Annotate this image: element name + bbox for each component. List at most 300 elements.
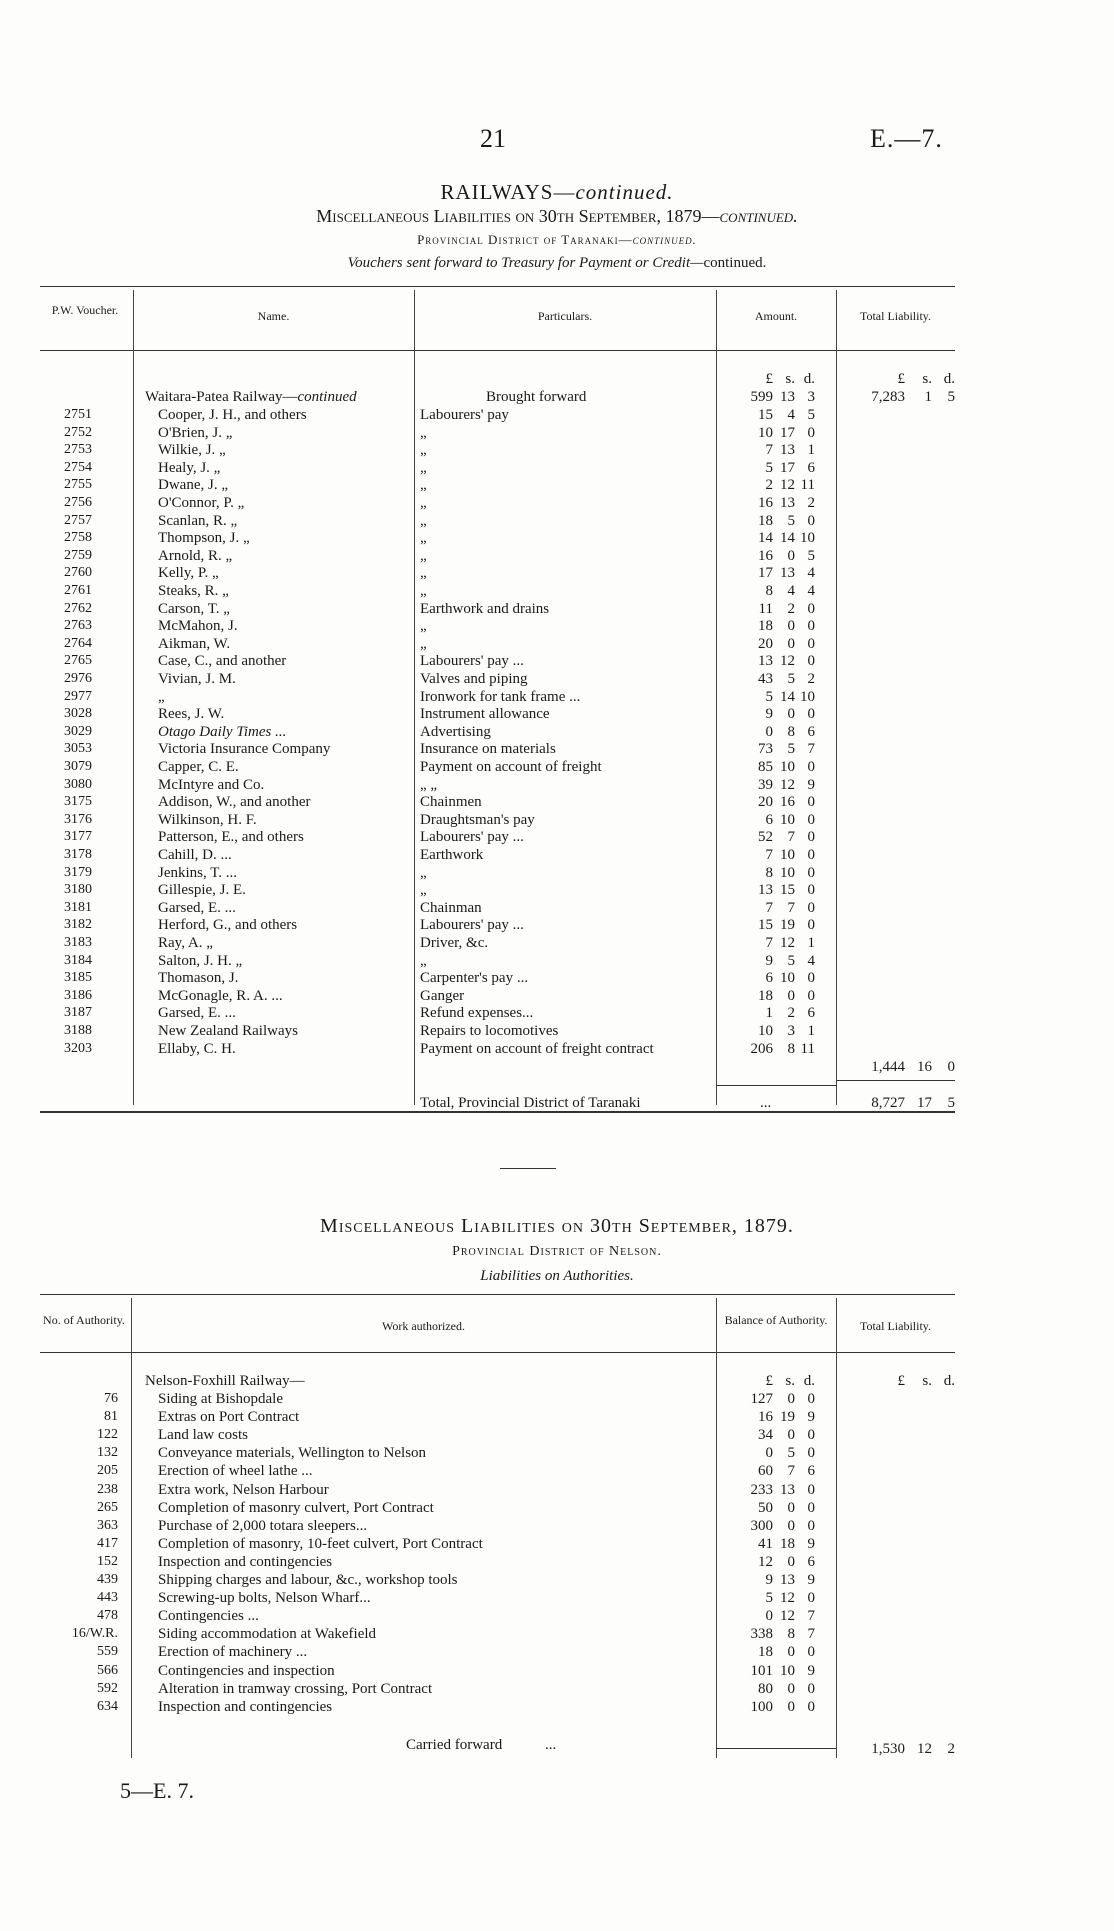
authority-number: 265 — [97, 1499, 118, 1515]
header-voucher: P.W. Voucher. — [51, 303, 119, 317]
voucher-number: 2977 — [64, 688, 92, 704]
authority-number: 443 — [97, 1590, 118, 1606]
carried-rule — [716, 1748, 836, 1749]
balance-shillings: 7 — [787, 1463, 795, 1480]
table-top-rule — [40, 286, 955, 287]
particulars: „ — [420, 882, 427, 899]
amount-pence: 10 — [800, 688, 815, 705]
particulars: „ — [420, 530, 427, 547]
vouchers-title: Vouchers sent forward to Treasury for Payment or Credit—continued. — [347, 255, 767, 271]
particulars: Labourers' pay ... — [420, 829, 524, 846]
amount-pounds: 206 — [750, 1040, 773, 1057]
voucher-number: 3176 — [64, 811, 92, 827]
balance-pounds: 0 — [765, 1445, 773, 1462]
balance-pounds: 12 — [758, 1553, 773, 1570]
amount-shillings: 17 — [780, 459, 795, 476]
balance-pounds: 50 — [758, 1499, 773, 1516]
amount-pence: 0 — [807, 512, 815, 529]
amount-shillings: 3 — [787, 1023, 795, 1039]
voucher-number: 2753 — [64, 442, 92, 458]
balance-pence: 6 — [807, 1553, 815, 1570]
amount-shillings: 8 — [787, 1040, 795, 1057]
work-description: Shipping charges and labour, &c., workshop tools — [158, 1572, 458, 1588]
voucher-number: 3182 — [64, 917, 92, 933]
amount-pounds: 2 — [765, 477, 773, 494]
payee-name: McIntyre and Co. — [158, 776, 265, 793]
particulars: „ — [420, 618, 427, 635]
balance-shillings: 0 — [787, 1391, 795, 1407]
work-description: Inspection and contingencies — [158, 1698, 333, 1715]
payee-name: Garsed, E. ... — [158, 1005, 236, 1022]
voucher-number: 3184 — [64, 952, 92, 968]
authority-number: 76 — [104, 1391, 118, 1406]
amount-pence: 0 — [807, 600, 815, 617]
payee-name: Kelly, P. „ — [158, 565, 219, 582]
work-description: Siding accommodation at Wakefield — [158, 1626, 377, 1643]
voucher-number: 2760 — [64, 565, 92, 581]
work-description: Extras on Port Contract — [158, 1409, 300, 1426]
particulars: „ — [420, 565, 427, 582]
voucher-number: 3188 — [64, 1023, 92, 1038]
section-divider — [500, 1168, 556, 1169]
amount-pounds: 6 — [765, 811, 773, 828]
payee-name: Victoria Insurance Company — [158, 741, 331, 758]
amount-shillings: 4 — [787, 583, 795, 599]
particulars: „ — [420, 495, 427, 511]
section2-district: Provincial District of Nelson. — [452, 1244, 662, 1259]
document-reference: E.—7. — [870, 124, 943, 153]
particulars: Payment on account of freight contract — [420, 1040, 654, 1057]
particulars: Valves and piping — [420, 671, 528, 687]
amount-shillings: 0 — [787, 635, 795, 652]
balance-pence: 0 — [807, 1427, 815, 1444]
amount-pence: 4 — [807, 565, 815, 582]
payee-name: Cahill, D. ... — [158, 847, 232, 863]
payee-name: Healy, J. „ — [158, 459, 221, 476]
amount-pence: 0 — [807, 811, 815, 828]
payee-name: McGonagle, R. A. ... — [158, 987, 283, 1004]
voucher-number: 3180 — [64, 882, 92, 898]
payee-name: Thomason, J. — [158, 970, 239, 987]
voucher-number: 2763 — [64, 618, 92, 634]
authority-number: 205 — [97, 1463, 118, 1479]
amount-pence: 0 — [807, 917, 815, 934]
amount-shillings: 13 — [780, 565, 795, 582]
voucher-number: 2764 — [64, 635, 92, 651]
voucher-number: 3053 — [64, 741, 92, 757]
balance-pounds: 100 — [750, 1698, 773, 1715]
voucher-number: 2752 — [64, 424, 92, 440]
amount-shillings: 12 — [780, 653, 795, 670]
amount-pounds: 16 — [758, 495, 773, 511]
authority-number: 566 — [97, 1662, 118, 1678]
particulars: „ — [420, 477, 427, 494]
amount-pounds: 10 — [758, 1023, 773, 1039]
column-divider — [836, 1298, 837, 1758]
particulars: Payment on account of freight — [420, 759, 602, 775]
amount-pence: 10 — [800, 530, 815, 547]
amount-pence: 1 — [807, 1023, 815, 1039]
carried-forward-label: Carried forward — [406, 1737, 503, 1753]
amount-pounds: 18 — [758, 618, 773, 635]
balance-shillings: 0 — [787, 1517, 795, 1534]
amount-shillings: 7 — [787, 899, 795, 916]
payee-name: New Zealand Railways — [158, 1023, 298, 1039]
payee-name: Gillespie, J. E. — [158, 882, 246, 899]
amount-pounds: 20 — [758, 794, 773, 811]
balance-pence: 9 — [807, 1409, 815, 1426]
amount-pence: 0 — [807, 653, 815, 670]
amount-shillings: 0 — [787, 987, 795, 1004]
amount-shillings: 10 — [780, 847, 795, 863]
particulars: Carpenter's pay ... — [420, 970, 529, 987]
carried-forward-dots: ... — [545, 1737, 557, 1753]
voucher-number: 3183 — [64, 935, 92, 950]
amount-shillings: 0 — [787, 706, 795, 723]
balance-pounds: 127 — [750, 1391, 773, 1407]
balance-pounds: 338 — [750, 1626, 773, 1643]
amount-pence: 0 — [807, 899, 815, 916]
amount-shillings: 14 — [780, 688, 795, 705]
amount-shillings: 10 — [780, 864, 795, 881]
amount-pence: 0 — [807, 847, 815, 863]
amount-shillings: 12 — [780, 935, 795, 951]
particulars: Advertising — [420, 723, 491, 740]
amount-pence: 0 — [807, 970, 815, 987]
amount-pounds: 43 — [758, 671, 773, 687]
column-divider — [414, 290, 415, 1105]
column-divider — [133, 290, 134, 1105]
balance-pence: 0 — [807, 1445, 815, 1462]
total-unit-pence: d. — [943, 1373, 955, 1389]
balance-pence: 0 — [807, 1680, 815, 1697]
amount-pounds: 39 — [758, 776, 773, 793]
total-dots: ... — [760, 1095, 772, 1111]
amount-pence: 0 — [807, 424, 815, 441]
amount-pounds: 9 — [765, 706, 773, 723]
amount-shillings: 5 — [787, 741, 795, 758]
balance-pence: 9 — [807, 1662, 815, 1679]
balance-pounds: 101 — [750, 1662, 773, 1679]
authority-number: 238 — [97, 1481, 118, 1497]
voucher-number: 2757 — [64, 512, 92, 528]
particulars: Repairs to locomotives — [420, 1023, 559, 1039]
particulars: Labourers' pay ... — [420, 917, 524, 934]
amount-pence: 5 — [807, 547, 815, 564]
header-particulars: Particulars. — [537, 309, 593, 323]
subtotal-pounds: 1,444 — [871, 1059, 905, 1075]
amount-pence: 9 — [807, 776, 815, 793]
payee-name: Otago Daily Times ... — [158, 723, 287, 740]
unit-pence: d. — [803, 371, 815, 387]
balance-pounds: 5 — [765, 1590, 773, 1607]
authority-number: 81 — [104, 1409, 118, 1425]
work-description: Erection of machinery ... — [158, 1644, 308, 1661]
payee-name: O'Connor, P. „ — [158, 495, 245, 511]
amount-pounds: 7 — [765, 442, 773, 459]
balance-shillings: 0 — [787, 1499, 795, 1516]
header-work: Work authorized. — [381, 1319, 465, 1333]
authority-number: 417 — [97, 1535, 118, 1551]
particulars: Ganger — [420, 987, 465, 1004]
brought-forward-label: Brought forward — [486, 389, 587, 405]
balance-shillings: 0 — [787, 1553, 795, 1570]
payee-name: Carson, T. „ — [158, 600, 230, 617]
particulars: „ — [420, 583, 427, 599]
particulars: Refund expenses... — [420, 1005, 534, 1022]
particulars: Driver, &c. — [420, 935, 489, 951]
table2-header-rule — [40, 1352, 955, 1353]
amount-shillings: 4 — [787, 407, 795, 423]
total-rule — [836, 1080, 955, 1081]
balance-pence: 0 — [807, 1698, 815, 1715]
balance-pence: 6 — [807, 1463, 815, 1480]
voucher-number: 3080 — [64, 776, 92, 792]
balance-pounds: 300 — [750, 1517, 773, 1534]
section2-title: Miscellaneous Liabilities on 30th September, 1879. — [320, 1215, 794, 1237]
amount-pence: 0 — [807, 882, 815, 899]
railway-line-label: Nelson-Foxhill Railway— — [145, 1373, 305, 1389]
payee-name: Capper, C. E. — [158, 759, 239, 775]
authority-number: 363 — [97, 1517, 118, 1533]
amount-pounds: 6 — [765, 970, 773, 987]
amount-pence: 2 — [807, 671, 815, 687]
amount-pence: 0 — [807, 794, 815, 811]
subtotal-pence: 0 — [947, 1059, 955, 1075]
balance-shillings: 13 — [780, 1481, 795, 1498]
balance-shillings: 8 — [787, 1626, 795, 1643]
amount-shillings: 8 — [787, 723, 795, 740]
voucher-number: 3029 — [64, 723, 92, 739]
amount-pence: 1 — [807, 935, 815, 951]
amount-pounds: 7 — [765, 899, 773, 916]
work-description: Completion of masonry, 10-feet culvert, Port Contract — [158, 1535, 483, 1552]
header-authority: No. of Authority. — [43, 1313, 125, 1327]
balance-pounds: 233 — [750, 1481, 773, 1498]
total-pounds: 8,727 — [871, 1095, 905, 1111]
amount-shillings: 7 — [787, 829, 795, 846]
balance-shillings: 13 — [780, 1572, 795, 1588]
voucher-number: 2976 — [64, 671, 92, 686]
unit-shillings: s. — [785, 1373, 795, 1389]
amount-pence: 0 — [807, 618, 815, 635]
amount-pounds: 13 — [758, 882, 773, 899]
amount-pounds: 15 — [758, 917, 773, 934]
amount-shillings: 10 — [780, 970, 795, 987]
amount-pounds: 8 — [765, 583, 773, 599]
amount-pence: 0 — [807, 987, 815, 1004]
authority-number: 592 — [97, 1680, 118, 1696]
total-unit-pounds: £ — [897, 371, 905, 387]
particulars: Earthwork — [420, 847, 484, 863]
amount-pence: 11 — [800, 1040, 815, 1057]
balance-pence: 9 — [807, 1535, 815, 1552]
amount-shillings: 0 — [787, 547, 795, 564]
particulars: „ „ — [420, 776, 438, 793]
amount-pounds: 18 — [758, 987, 773, 1004]
payee-name: O'Brien, J. „ — [158, 424, 233, 441]
amount-shillings: 12 — [780, 776, 795, 793]
header-total-liability: Total Liability. — [859, 1319, 932, 1333]
table2-top-rule — [40, 1294, 955, 1295]
balance-shillings: 0 — [787, 1680, 795, 1697]
amount-pounds: 14 — [758, 530, 773, 547]
amount-shillings: 2 — [787, 600, 795, 617]
amount-shillings: 10 — [780, 759, 795, 775]
voucher-number: 2762 — [64, 600, 92, 616]
authority-number: 559 — [97, 1644, 118, 1660]
particulars: Labourers' pay ... — [420, 653, 524, 670]
balance-pence: 0 — [807, 1590, 815, 1607]
brought-forward-pence: 3 — [807, 389, 815, 405]
authority-number: 16/W.R. — [71, 1626, 118, 1642]
amount-pence: 4 — [807, 583, 815, 599]
balance-pence: 0 — [807, 1517, 815, 1534]
voucher-number: 3203 — [64, 1040, 92, 1056]
balance-shillings: 5 — [787, 1445, 795, 1462]
particulars: „ — [420, 547, 427, 564]
balance-pounds: 60 — [758, 1463, 773, 1480]
amount-pounds: 7 — [765, 847, 773, 863]
work-description: Contingencies and inspection — [158, 1662, 335, 1679]
amount-pounds: 15 — [758, 407, 773, 423]
balance-pence: 0 — [807, 1391, 815, 1407]
brought-forward-shillings: 13 — [780, 389, 795, 405]
section2-subtitle: Liabilities on Authorities. — [480, 1268, 634, 1284]
amount-pence: 6 — [807, 723, 815, 740]
balance-pence: 9 — [807, 1572, 815, 1588]
amount-shillings: 14 — [780, 530, 795, 547]
total-unit-shillings: s. — [922, 1373, 932, 1389]
amount-shillings: 15 — [780, 882, 795, 899]
brought-forward-total-pence: 5 — [947, 389, 955, 405]
particulars: „ — [420, 424, 427, 441]
balance-shillings: 18 — [780, 1535, 795, 1552]
district-title: Provincial District of Taranaki—continued. — [417, 232, 697, 247]
amount-pounds: 20 — [758, 635, 773, 652]
brought-forward-total-pounds: 7,283 — [871, 389, 905, 405]
balance-pounds: 16 — [758, 1409, 773, 1426]
total-unit-shillings: s. — [922, 371, 932, 387]
voucher-number: 3187 — [64, 1005, 92, 1021]
authority-number: 122 — [97, 1427, 118, 1443]
particulars: Labourers' pay — [420, 407, 509, 423]
voucher-number: 2758 — [64, 530, 92, 546]
amount-pence: 6 — [807, 459, 815, 476]
payee-name: Vivian, J. M. — [158, 671, 236, 687]
amount-pounds: 10 — [758, 424, 773, 441]
work-description: Contingencies ... — [158, 1608, 259, 1625]
balance-pence: 7 — [807, 1608, 815, 1625]
voucher-number: 3175 — [64, 794, 92, 810]
work-description: Inspection and contingencies — [158, 1553, 333, 1570]
payee-name: Garsed, E. ... — [158, 899, 236, 916]
header-name: Name. — [257, 309, 290, 323]
amount-pounds: 85 — [758, 759, 773, 775]
particulars: Earthwork and drains — [420, 600, 550, 617]
amount-shillings: 13 — [780, 495, 795, 511]
balance-pounds: 9 — [765, 1572, 773, 1588]
section-title: RAILWAYS—continued. — [440, 180, 674, 204]
column-divider — [716, 290, 717, 1105]
payee-name: Scanlan, R. „ — [158, 512, 238, 529]
particulars: „ — [420, 442, 427, 459]
balance-shillings: 0 — [787, 1427, 795, 1444]
amount-shillings: 2 — [787, 1005, 795, 1022]
brought-forward-total-shillings: 1 — [924, 389, 932, 405]
voucher-number: 3179 — [64, 864, 92, 880]
amount-pounds: 73 — [758, 741, 773, 758]
balance-pounds: 41 — [758, 1535, 773, 1552]
work-description: Extra work, Nelson Harbour — [158, 1481, 329, 1498]
voucher-number: 3185 — [64, 970, 92, 986]
balance-shillings: 0 — [787, 1644, 795, 1661]
balance-pounds: 34 — [758, 1427, 773, 1444]
amount-pence: 1 — [807, 442, 815, 459]
table-header-rule — [40, 350, 955, 351]
balance-pounds: 0 — [765, 1608, 773, 1625]
amount-pence: 6 — [807, 1005, 815, 1022]
amount-pence: 0 — [807, 864, 815, 881]
work-description: Screwing-up bolts, Nelson Wharf... — [158, 1590, 371, 1607]
balance-pounds: 80 — [758, 1680, 773, 1697]
authority-number: 634 — [97, 1698, 118, 1714]
amount-pounds: 0 — [765, 723, 773, 740]
balance-shillings: 0 — [787, 1698, 795, 1715]
voucher-number: 3079 — [64, 759, 92, 774]
amount-pounds: 9 — [765, 952, 773, 969]
authority-number: 152 — [97, 1553, 118, 1569]
total-shillings: 17 — [917, 1095, 932, 1111]
authority-number: 132 — [97, 1445, 118, 1461]
amount-pounds: 5 — [765, 459, 773, 476]
payee-name: Arnold, R. „ — [158, 547, 233, 564]
balance-shillings: 12 — [780, 1590, 795, 1607]
column-divider — [716, 1298, 717, 1758]
particulars: Instrument allowance — [420, 706, 550, 723]
total-unit-pounds: £ — [897, 1373, 905, 1389]
total-label: Total, Provincial District of Taranaki — [420, 1095, 641, 1111]
voucher-number: 3186 — [64, 987, 92, 1003]
payee-name: Patterson, E., and others — [158, 829, 304, 846]
balance-pence: 7 — [807, 1626, 815, 1643]
voucher-number: 2754 — [64, 459, 92, 475]
payee-name: Aikman, W. — [158, 635, 231, 652]
amount-pence: 7 — [807, 741, 815, 758]
column-divider — [836, 290, 837, 1105]
voucher-number: 2755 — [64, 477, 92, 493]
subtotal-shillings: 16 — [917, 1059, 932, 1075]
payee-name: Ray, A. „ — [158, 935, 213, 951]
amount-pounds: 7 — [765, 935, 773, 951]
amount-pence: 11 — [800, 477, 815, 494]
voucher-number: 2761 — [64, 583, 92, 598]
amount-shillings: 10 — [780, 811, 795, 828]
voucher-number: 2759 — [64, 547, 92, 563]
payee-name: Ellaby, C. H. — [158, 1040, 236, 1057]
balance-pounds: 18 — [758, 1644, 773, 1661]
amount-shillings: 17 — [780, 424, 795, 441]
voucher-number: 2765 — [64, 653, 92, 669]
particulars: Draughtsman's pay — [420, 811, 535, 828]
voucher-number: 2756 — [64, 495, 92, 510]
authority-number: 439 — [97, 1572, 118, 1587]
amount-pounds: 1 — [765, 1005, 773, 1022]
payee-name: „ — [158, 688, 165, 705]
subtotal-rule — [716, 1085, 836, 1086]
work-description: Completion of masonry culvert, Port Contract — [158, 1499, 434, 1516]
balance-pence: 0 — [807, 1644, 815, 1661]
